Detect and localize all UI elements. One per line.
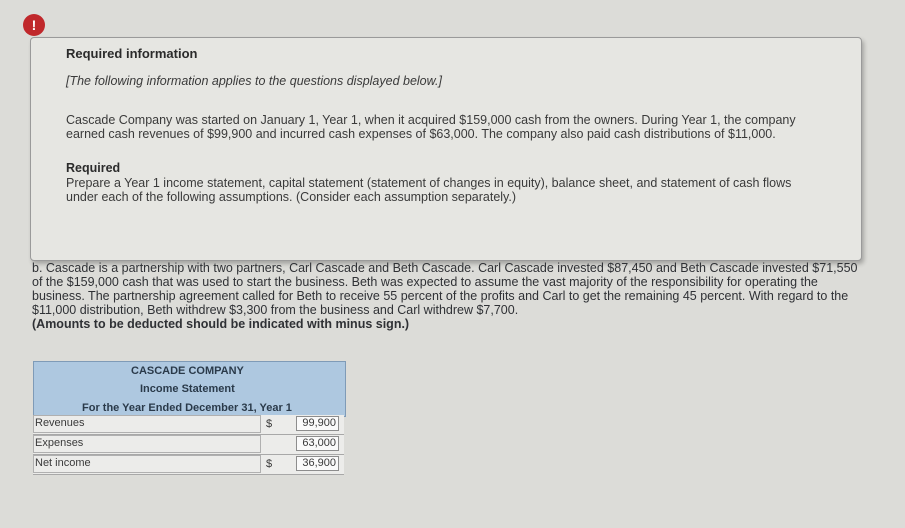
- part-b-question: [32, 261, 862, 331]
- part-b-text: b. Cascade is a partnership with two partners, Carl Cascade and Beth Cascade. Carl Cascade invested $87,450 and Beth Cascade invested $71,550 of the $159,000 cash that was used to start the business. Beth was expected to assume the vast majority of the responsibility for operating the business. The partnership agreement called for Beth to receive 55 percent of the profits and Carl to get the remaining 45 percent. With regard to the $11,000 distribution, Beth withdrew $3,300 from the business and Carl withdrew $7,700.: [32, 261, 858, 317]
- row-label: Net income: [35, 457, 91, 469]
- required-text: Prepare a Year 1 income statement, capital statement (statement of changes in equity), balance sheet, and statement of cash flows under each of the following assumptions. (Consider each assumption separately.): [66, 176, 792, 204]
- table-row: [33, 455, 344, 475]
- revenues-input[interactable]: 99,900: [296, 416, 339, 431]
- alert-icon: !: [23, 14, 45, 36]
- scenario-paragraph: Cascade Company was started on January 1, Year 1, when it acquired $159,000 cash from the owners. During Year 1, the company earned cash revenues of $99,900 and incurred cash expenses of $63,000. The company also paid cash distributions of $11,000.: [66, 113, 796, 141]
- info-subtitle: [The following information applies to the questions displayed below.]: [66, 74, 442, 88]
- table-row: [33, 435, 344, 455]
- row-label: Revenues: [35, 417, 85, 429]
- company-name: CASCADE COMPANY: [131, 365, 244, 377]
- income-statement-header: [33, 361, 346, 417]
- info-title: Required information: [66, 46, 198, 61]
- currency-symbol: $: [266, 458, 273, 470]
- row-label: Expenses: [35, 437, 84, 449]
- table-row: [33, 415, 344, 435]
- income-statement-table: [33, 415, 344, 475]
- required-label: Required: [66, 161, 121, 175]
- currency-symbol: $: [266, 418, 273, 430]
- expenses-input[interactable]: 63,000: [296, 436, 339, 451]
- part-b-instruction: (Amounts to be deducted should be indicated with minus sign.): [32, 317, 410, 331]
- required-information-box: [30, 37, 862, 261]
- statement-name: Income Statement: [140, 383, 235, 395]
- net-income-input[interactable]: 36,900: [296, 456, 339, 471]
- statement-period: For the Year Ended December 31, Year 1: [82, 402, 292, 414]
